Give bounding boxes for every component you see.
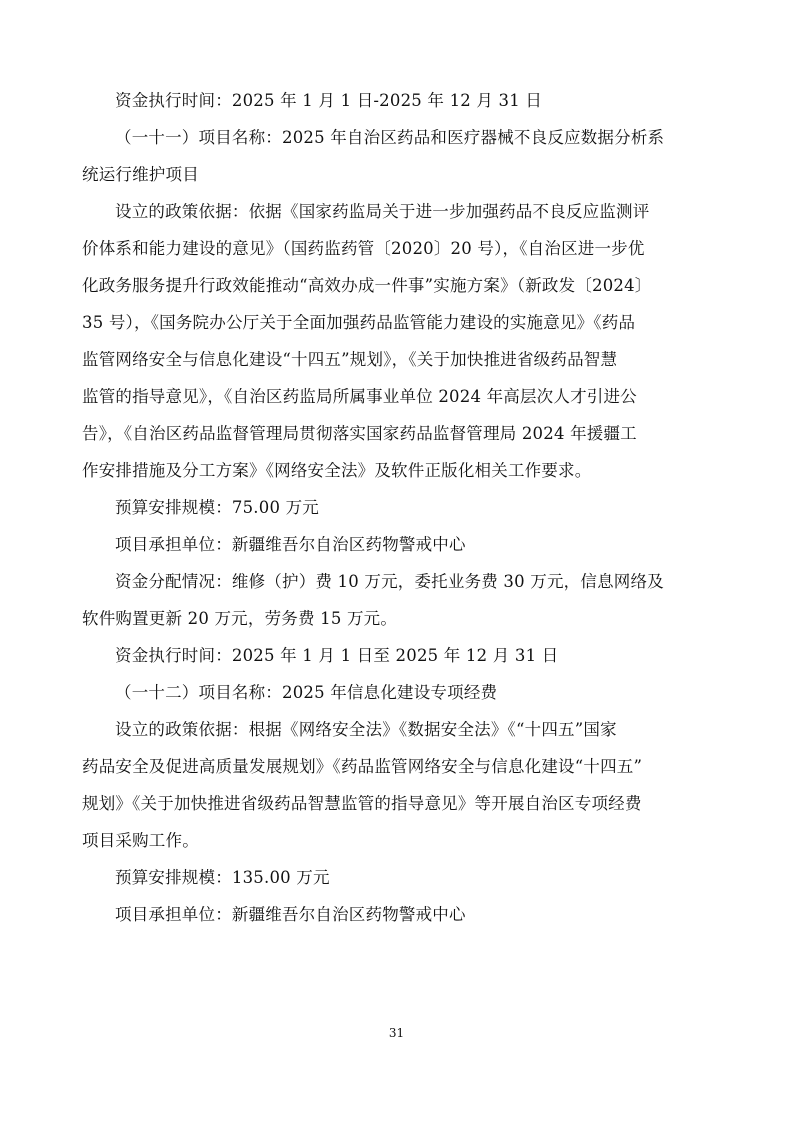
text-line: 化政务服务提升行政效能推动“高效办成一件事”实施方案》（新政发〔2024〕 bbox=[82, 276, 652, 295]
text-line: 统运行维护项目 bbox=[82, 165, 199, 184]
text-line: 项目承担单位：新疆维吾尔自治区药物警戒中心 bbox=[115, 535, 466, 554]
text-line: 规划》《关于加快推进省级药品智慧监管的指导意见》等开展自治区专项经费 bbox=[82, 794, 642, 813]
text-line: 资金执行时间：2025 年 1 月 1 日至 2025 年 12 月 31 日 bbox=[115, 646, 559, 665]
text-line: 价体系和能力建设的意见》（国药监药管〔2020〕20 号），《自治区进一步优 bbox=[82, 239, 645, 258]
text-line: 预算安排规模：75.00 万元 bbox=[115, 498, 319, 517]
page-number: 31 bbox=[388, 1026, 405, 1040]
text-line: 监管网络安全与信息化建设“十四五”规划》，《关于加快推进省级药品智慧 bbox=[82, 350, 618, 369]
text-line: （一十二）项目名称：2025 年信息化建设专项经费 bbox=[115, 683, 498, 702]
text-line: 监管的指导意见》，《自治区药监局所属事业单位 2024 年高层次人才引进公 bbox=[82, 387, 637, 406]
text-line: 资金分配情况：维修（护）费 10 万元，委托业务费 30 万元，信息网络及 bbox=[115, 572, 664, 591]
text-line: 35 号），《国务院办公厅关于全面加强药品监管能力建设的实施意见》《药品 bbox=[82, 313, 636, 332]
text-line: 预算安排规模：135.00 万元 bbox=[115, 868, 330, 887]
text-line: 项目承担单位：新疆维吾尔自治区药物警戒中心 bbox=[115, 905, 466, 924]
text-line: 药品安全及促进高质量发展规划》《药品监管网络安全与信息化建设“十四五” bbox=[82, 757, 643, 776]
text-line: 作安排措施及分工方案》《网络安全法》及软件正版化相关工作要求。 bbox=[82, 461, 592, 480]
text-line: 软件购置更新 20 万元，劳务费 15 万元。 bbox=[82, 609, 398, 628]
text-line: 设立的政策依据：根据《网络安全法》《数据安全法》《“十四五”国家 bbox=[115, 720, 617, 739]
text-line: 资金执行时间：2025 年 1 月 1 日-2025 年 12 月 31 日 bbox=[115, 91, 543, 110]
text-line: （一十一）项目名称：2025 年自治区药品和医疗器械不良反应数据分析系 bbox=[115, 128, 665, 147]
text-line: 设立的政策依据：依据《国家药监局关于进一步加强药品不良反应监测评 bbox=[115, 202, 650, 221]
text-line: 告》，《自治区药品监督管理局贯彻落实国家药品监督管理局 2024 年援疆工 bbox=[82, 424, 637, 443]
text-line: 项目采购工作。 bbox=[82, 831, 199, 850]
